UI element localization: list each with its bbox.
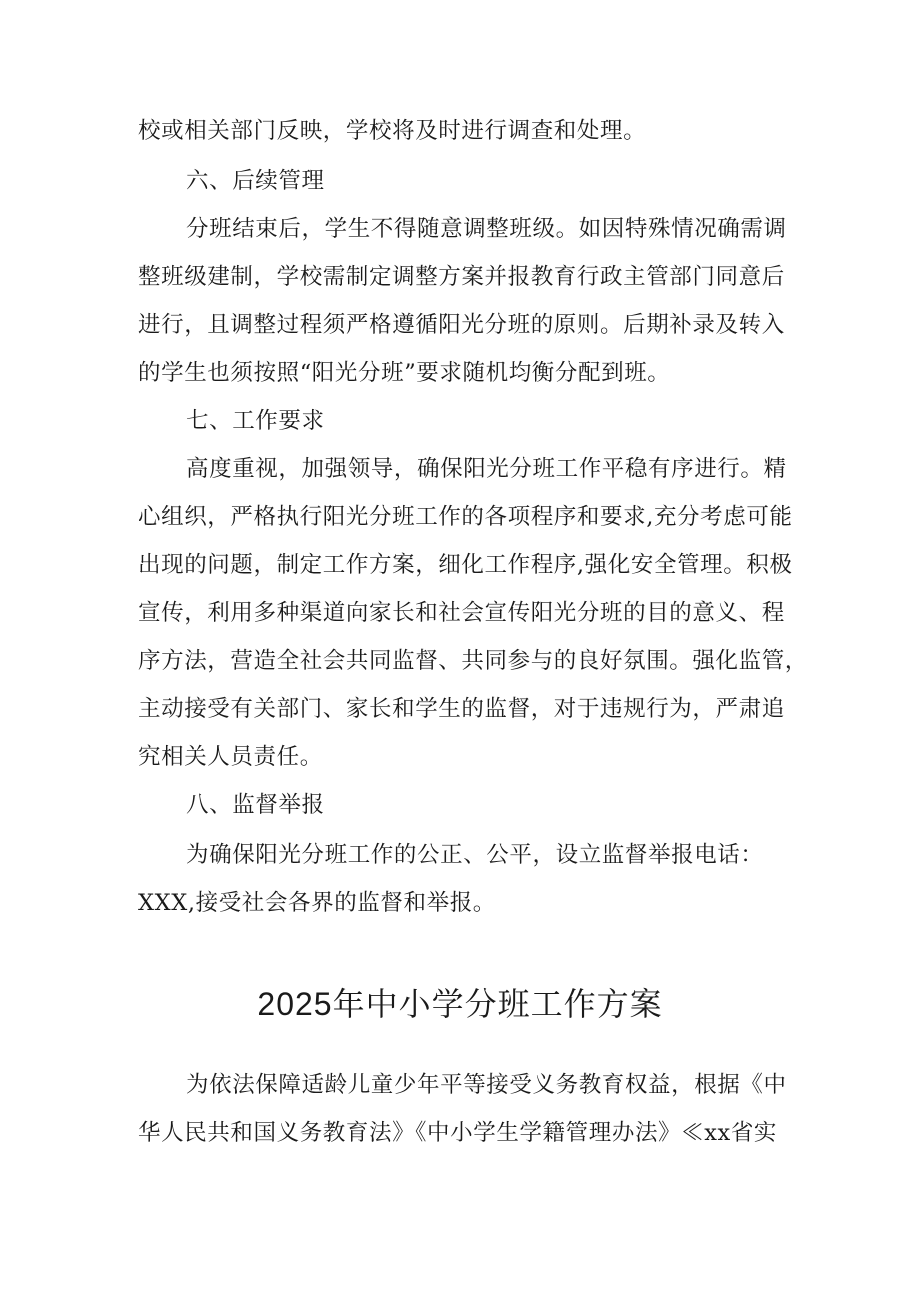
section-heading-follow-up-management: 六、后续管理 xyxy=(186,168,325,194)
paragraph-line: 分班结束后，学生不得随意调整班级。如因特殊情况确需调 xyxy=(186,216,787,242)
section-heading-work-requirements: 七、工作要求 xyxy=(186,408,325,434)
paragraph-line: 为确保阳光分班工作的公正、公平，设立监督举报电话： xyxy=(186,842,764,868)
paragraph-line: 华人民共和国义务教育法》《中小学生学籍管理办法》≪xx省实 xyxy=(138,1120,778,1146)
paragraph-line: 整班级建制，学校需制定调整方案并报教育行政主管部门同意后 xyxy=(138,264,785,290)
paragraph-line: 心组织，严格执行阳光分班工作的各项程序和要求,充分考虑可能 xyxy=(138,504,793,530)
paragraph-line: 进行，且调整过程须严格遵循阳光分班的原则。后期补录及转入 xyxy=(138,312,785,338)
paragraph-line: 出现的问题，制定工作方案，细化工作程序,强化安全管理。积极 xyxy=(138,552,793,578)
paragraph-line: 的学生也须按照“阳光分班”要求随机均衡分配到班。 xyxy=(138,360,671,386)
section-heading-supervision-reporting: 八、监督举报 xyxy=(186,792,325,818)
paragraph-line: 宣传，利用多种渠道向家长和社会宣传阳光分班的目的意义、程 xyxy=(138,600,785,626)
document-title: 2025年中小学分班工作方案 xyxy=(257,986,663,1022)
paragraph-line: XXX,接受社会各界的监督和举报。 xyxy=(138,890,496,916)
paragraph-line: 校或相关部门反映，学校将及时进行调查和处理。 xyxy=(138,118,647,144)
paragraph-line: 序方法，营造全社会共同监督、共同参与的良好氛围。强化监管， xyxy=(138,648,808,674)
paragraph-line: 高度重视，加强领导，确保阳光分班工作平稳有序进行。精 xyxy=(186,456,787,482)
paragraph-line: 为依法保障适龄儿童少年平等接受义务教育权益，根据《中 xyxy=(186,1072,787,1098)
paragraph-line: 主动接受有关部门、家长和学生的监督，对于违规行为，严肃追 xyxy=(138,696,785,722)
paragraph-line: 究相关人员责任。 xyxy=(138,744,323,770)
